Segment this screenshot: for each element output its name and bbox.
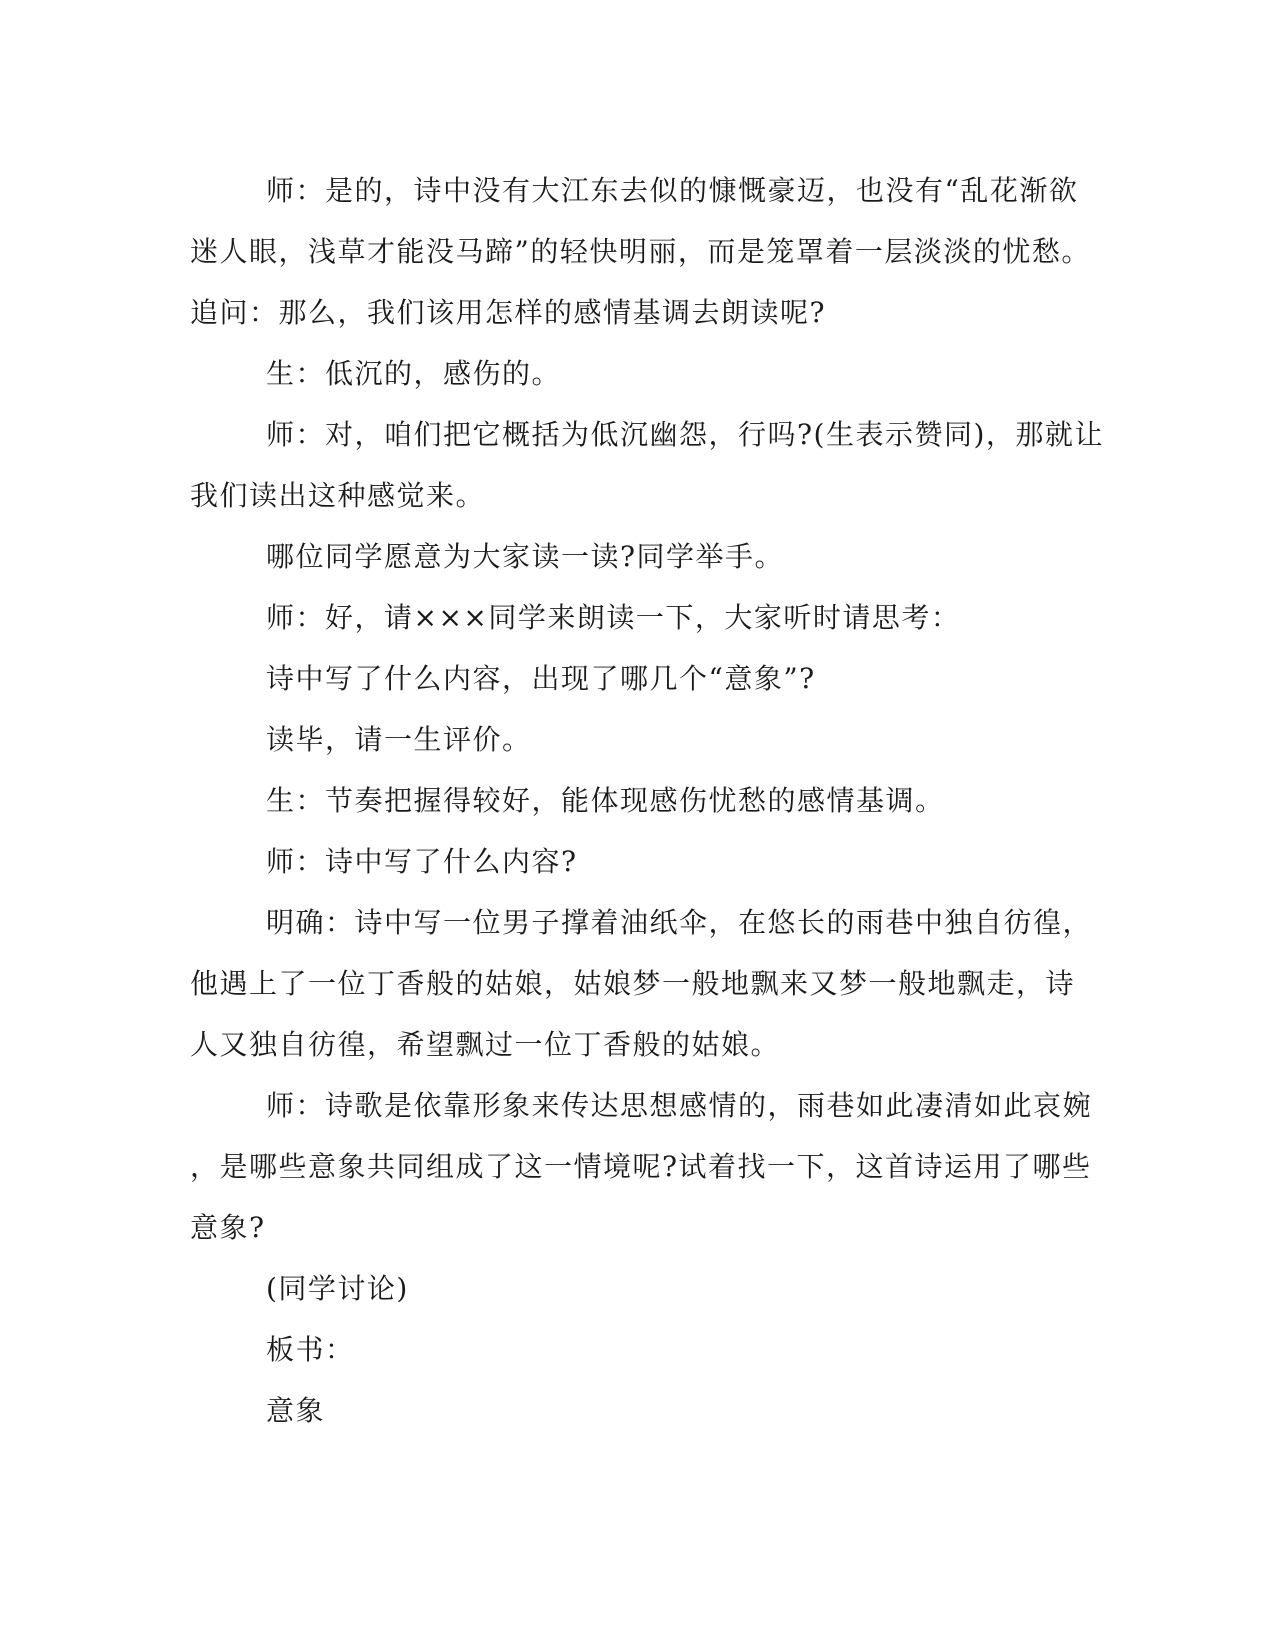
paragraph-line: 意象 xyxy=(266,1394,326,1427)
document-body xyxy=(190,160,1104,1441)
paragraph-line: 意象? xyxy=(190,1211,266,1244)
paragraph-line: 迷人眼，浅草才能没马蹄”的轻快明丽，而是笼罩着一层淡淡的忧愁。 xyxy=(190,235,1091,268)
paragraph-line: 师：诗中写了什么内容? xyxy=(266,845,578,878)
paragraph-line: 生：低沉的，感伤的。 xyxy=(266,357,562,390)
paragraph-line: 人又独自彷徨，希望飘过一位丁香般的姑娘。 xyxy=(190,1028,781,1061)
paragraph-line: 师：对，咱们把它概括为低沉幽怨，行吗?(生表示赞同)，那就让 xyxy=(266,418,1104,451)
paragraph-line: 追问：那么，我们该用怎样的感情基调去朗读呢? xyxy=(190,296,827,329)
paragraph-line: 生：节奏把握得较好，能体现感伤忧愁的感情基调。 xyxy=(266,784,945,817)
paragraph-line: 我们读出这种感觉来。 xyxy=(190,479,486,512)
paragraph-line: 读毕，请一生评价。 xyxy=(266,723,532,756)
paragraph-line: (同学讨论) xyxy=(266,1272,409,1305)
paragraph-line: 师：好，请×××同学来朗读一下，大家听时请思考： xyxy=(266,601,961,634)
paragraph-line: 明确：诗中写一位男子撑着油纸伞，在悠长的雨巷中独自彷徨， xyxy=(266,906,1093,939)
paragraph-line: ，是哪些意象共同组成了这一情境呢?试着找一下，这首诗运用了哪些 xyxy=(190,1150,1092,1183)
paragraph-line: 板书： xyxy=(266,1333,355,1366)
paragraph-line: 师：是的，诗中没有大江东去似的慷慨豪迈，也没有“乱花渐欲 xyxy=(266,174,1079,207)
paragraph-line: 哪位同学愿意为大家读一读?同学举手。 xyxy=(266,540,785,573)
paragraph-line: 诗中写了什么内容，出现了哪几个“意象”? xyxy=(266,662,816,695)
paragraph-line: 师：诗歌是依靠形象来传达思想感情的，雨巷如此凄清如此哀婉 xyxy=(266,1089,1093,1122)
paragraph-line: 他遇上了一位丁香般的姑娘，姑娘梦一般地飘来又梦一般地飘走，诗 xyxy=(190,967,1076,1000)
